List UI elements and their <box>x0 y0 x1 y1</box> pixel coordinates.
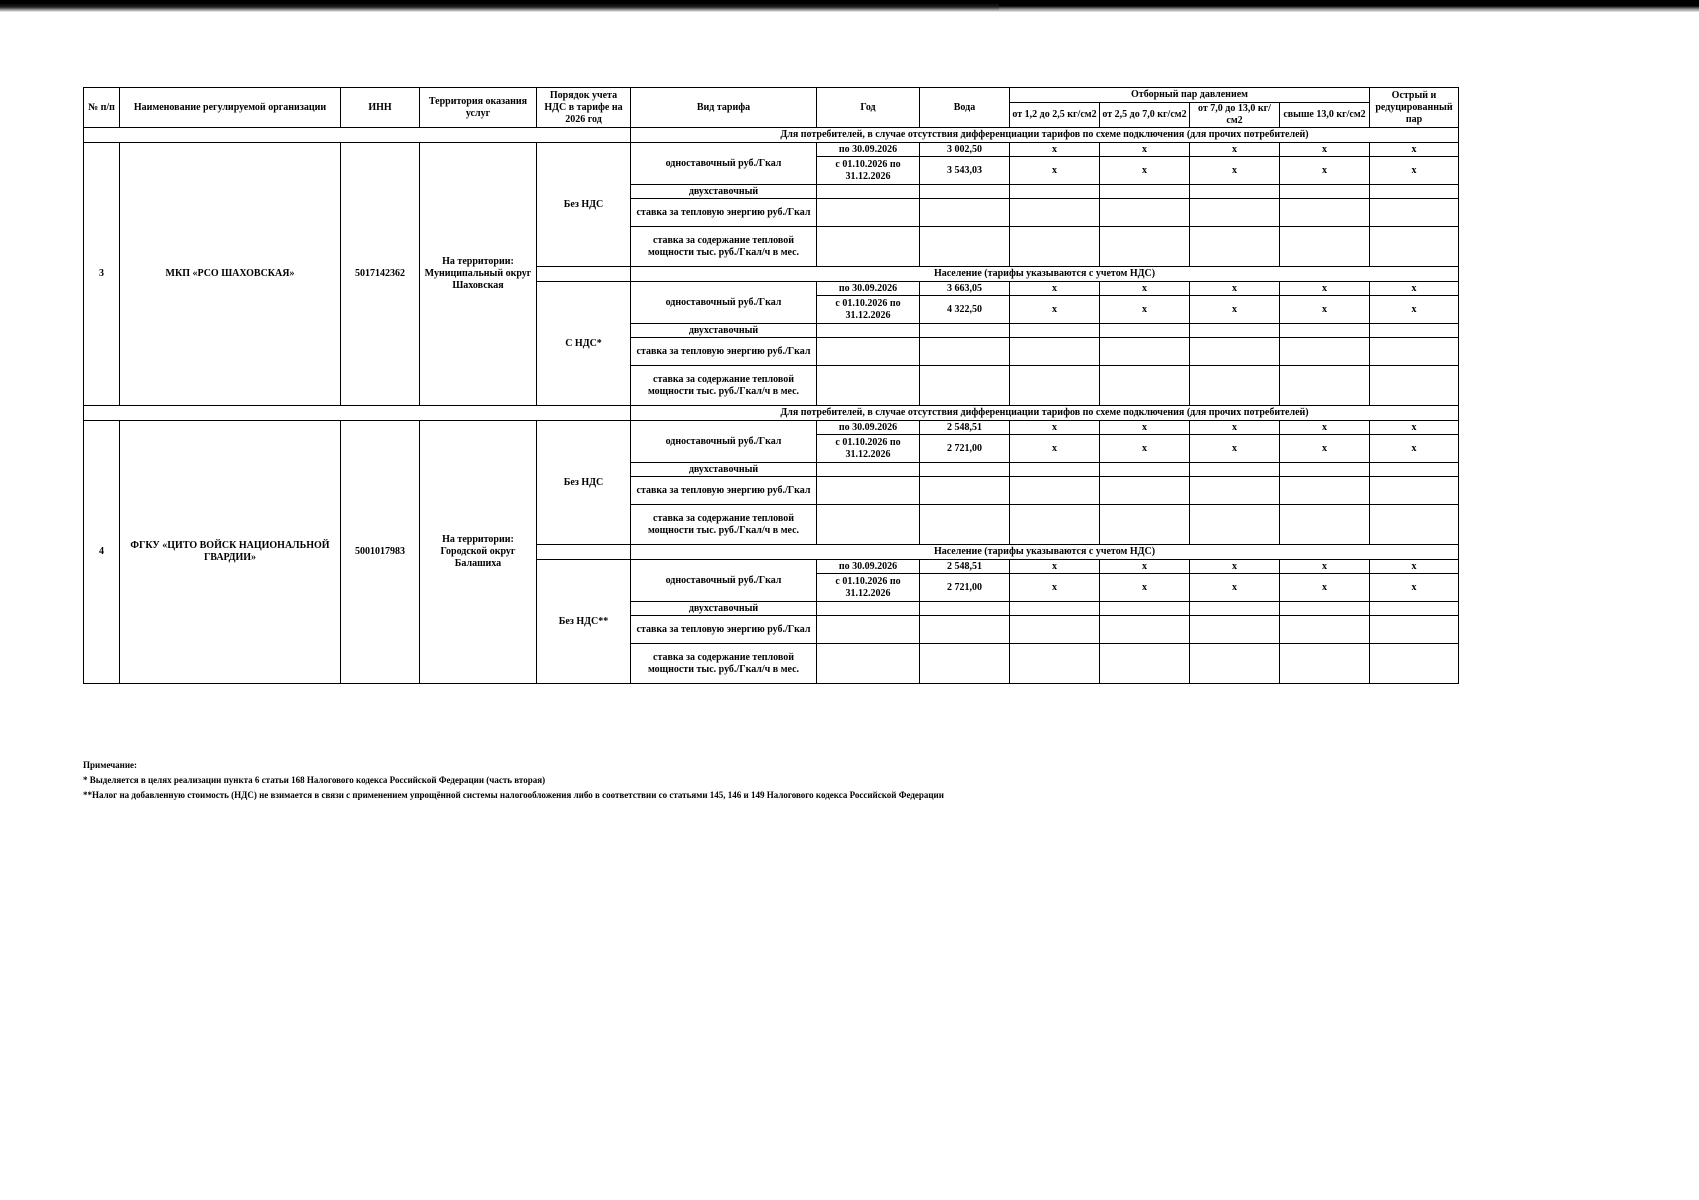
x-cell: х <box>1280 435 1370 463</box>
x-cell: х <box>1010 282 1100 296</box>
x-cell: х <box>1010 560 1100 574</box>
empty-cell <box>1010 324 1100 338</box>
empty-cell <box>817 199 920 227</box>
tariff-capacity-rate: ставка за содержание тепловой мощности тыс. руб./Гкал/ч в мес. <box>631 366 817 406</box>
header-year: Год <box>817 88 920 128</box>
empty-cell <box>1100 338 1190 366</box>
x-cell: х <box>1370 435 1459 463</box>
tariff-two-rate: двухставочный <box>631 185 817 199</box>
water-value: 2 721,00 <box>920 574 1010 602</box>
scan-edge-shadow-right <box>999 0 1699 10</box>
x-cell: х <box>1100 435 1190 463</box>
section-blank <box>84 128 631 143</box>
header-pressure-1: от 1,2 до 2,5 кг/см2 <box>1010 103 1100 128</box>
x-cell: х <box>1190 157 1280 185</box>
x-cell: х <box>1370 574 1459 602</box>
empty-cell <box>1010 227 1100 267</box>
empty-cell <box>817 463 920 477</box>
empty-cell <box>1370 644 1459 684</box>
period-cell: по 30.09.2026 <box>817 421 920 435</box>
x-cell: х <box>1280 157 1370 185</box>
x-cell: х <box>1010 143 1100 157</box>
empty-cell <box>1010 199 1100 227</box>
org-name: ФГКУ «ЦИТО ВОЙСК НАЦИОНАЛЬНОЙ ГВАРДИИ» <box>120 421 341 684</box>
org-number: 3 <box>84 143 120 406</box>
empty-cell <box>1280 602 1370 616</box>
empty-cell <box>1190 324 1280 338</box>
x-cell: х <box>1280 560 1370 574</box>
empty-cell <box>1100 463 1190 477</box>
empty-cell <box>1280 616 1370 644</box>
water-value: 3 002,50 <box>920 143 1010 157</box>
empty-cell <box>1100 616 1190 644</box>
empty-cell <box>1010 463 1100 477</box>
header-vat: Порядок учета НДС в тарифе на 2026 год <box>537 88 631 128</box>
empty-cell <box>1370 616 1459 644</box>
x-cell: х <box>1280 574 1370 602</box>
header-tariff-type: Вид тарифа <box>631 88 817 128</box>
tariff-capacity-rate: ставка за содержание тепловой мощности тыс. руб./Гкал/ч в мес. <box>631 644 817 684</box>
empty-cell <box>1280 505 1370 545</box>
tariff-two-rate: двухставочный <box>631 324 817 338</box>
org-inn: 5017142362 <box>341 143 420 406</box>
empty-cell <box>1280 366 1370 406</box>
vat-cell: Без НДС <box>537 421 631 545</box>
empty-cell <box>920 324 1010 338</box>
tariff-single-rate: одноставочный руб./Гкал <box>631 282 817 324</box>
empty-cell <box>1280 199 1370 227</box>
x-cell: х <box>1190 296 1280 324</box>
water-value: 3 663,05 <box>920 282 1010 296</box>
empty-cell <box>1100 227 1190 267</box>
empty-cell <box>1370 227 1459 267</box>
vat-cell: Без НДС <box>537 143 631 267</box>
header-sharp-steam: Острый и редуцированный пар <box>1370 88 1459 128</box>
empty-cell <box>1190 602 1280 616</box>
header-pressure-3: от 7,0 до 13,0 кг/см2 <box>1190 103 1280 128</box>
empty-cell <box>817 324 920 338</box>
empty-cell <box>1100 644 1190 684</box>
tariff-capacity-rate: ставка за содержание тепловой мощности тыс. руб./Гкал/ч в мес. <box>631 505 817 545</box>
empty-cell <box>1100 185 1190 199</box>
x-cell: х <box>1100 296 1190 324</box>
vat-cell: С НДС* <box>537 282 631 406</box>
tariff-energy-rate: ставка за тепловую энергию руб./Гкал <box>631 616 817 644</box>
empty-cell <box>817 644 920 684</box>
x-cell: х <box>1010 157 1100 185</box>
water-value: 2 548,51 <box>920 421 1010 435</box>
empty-cell <box>920 644 1010 684</box>
empty-cell <box>1280 477 1370 505</box>
x-cell: х <box>1280 143 1370 157</box>
tariff-energy-rate: ставка за тепловую энергию руб./Гкал <box>631 338 817 366</box>
empty-cell <box>1190 338 1280 366</box>
section-population: Население (тарифы указываются с учетом НДС) <box>631 545 1459 560</box>
note-1: * Выделяется в целях реализации пункта 6 статьи 168 Налогового кодекса Российской Федерации (часть вторая) <box>83 775 546 785</box>
tariff-table <box>83 87 1459 684</box>
x-cell: х <box>1190 282 1280 296</box>
empty-cell <box>1100 505 1190 545</box>
empty-cell <box>920 227 1010 267</box>
x-cell: х <box>1370 560 1459 574</box>
x-cell: х <box>1370 421 1459 435</box>
x-cell: х <box>1280 296 1370 324</box>
empty-cell <box>1100 602 1190 616</box>
header-pressure-4: свыше 13,0 кг/см2 <box>1280 103 1370 128</box>
header-territory: Территория оказания услуг <box>420 88 537 128</box>
org-name: МКП «РСО ШАХОВСКАЯ» <box>120 143 341 406</box>
empty-cell <box>1280 185 1370 199</box>
tariff-two-rate: двухставочный <box>631 463 817 477</box>
tariff-single-rate: одноставочный руб./Гкал <box>631 560 817 602</box>
org-inn: 5001017983 <box>341 421 420 684</box>
x-cell: х <box>1280 282 1370 296</box>
empty-cell <box>1010 616 1100 644</box>
section-other-consumers: Для потребителей, в случае отсутствия дифференциации тарифов по схеме подключения (для прочих потребителей) <box>631 406 1459 421</box>
empty-cell <box>1010 644 1100 684</box>
header-inn: ИНН <box>341 88 420 128</box>
tariff-capacity-rate: ставка за содержание тепловой мощности тыс. руб./Гкал/ч в мес. <box>631 227 817 267</box>
empty-cell <box>920 338 1010 366</box>
empty-cell <box>1100 477 1190 505</box>
header-org: Наименование регулируемой организации <box>120 88 341 128</box>
x-cell: х <box>1190 560 1280 574</box>
vat-cell: Без НДС** <box>537 560 631 684</box>
empty-cell <box>817 616 920 644</box>
empty-cell <box>920 505 1010 545</box>
empty-cell <box>817 477 920 505</box>
empty-cell <box>920 199 1010 227</box>
x-cell: х <box>1370 282 1459 296</box>
empty-cell <box>1190 477 1280 505</box>
section-other-consumers: Для потребителей, в случае отсутствия дифференциации тарифов по схеме подключения (для прочих потребителей) <box>631 128 1459 143</box>
notes-title: Примечание: <box>83 760 138 770</box>
empty-cell <box>1010 366 1100 406</box>
empty-cell <box>1370 602 1459 616</box>
empty-cell <box>1370 505 1459 545</box>
x-cell: х <box>1370 143 1459 157</box>
x-cell: х <box>1100 574 1190 602</box>
water-value: 3 543,03 <box>920 157 1010 185</box>
header-num: № п/п <box>84 88 120 128</box>
empty-cell <box>920 463 1010 477</box>
empty-cell <box>1190 644 1280 684</box>
empty-cell <box>1280 463 1370 477</box>
empty-cell <box>817 338 920 366</box>
empty-cell <box>1100 366 1190 406</box>
header-steam-group: Отборный пар давлением <box>1010 88 1370 103</box>
tariff-energy-rate: ставка за тепловую энергию руб./Гкал <box>631 477 817 505</box>
section-blank <box>84 406 631 421</box>
empty-cell <box>1370 185 1459 199</box>
section-population: Население (тарифы указываются с учетом НДС) <box>631 267 1459 282</box>
x-cell: х <box>1100 143 1190 157</box>
tariff-single-rate: одноставочный руб./Гкал <box>631 143 817 185</box>
empty-cell <box>1190 505 1280 545</box>
table-body <box>84 128 1459 684</box>
note-2: **Налог на добавленную стоимость (НДС) не взимается в связи с применением упрощённой системы налогообложения либо в соответствии со статьями 145, 146 и 149 Налогового кодекса Российской Федерации <box>83 790 944 800</box>
empty-cell <box>1010 505 1100 545</box>
notes-block <box>83 758 944 803</box>
empty-cell <box>1280 644 1370 684</box>
header-water: Вода <box>920 88 1010 128</box>
x-cell: х <box>1100 560 1190 574</box>
tariff-single-rate: одноставочный руб./Гкал <box>631 421 817 463</box>
x-cell: х <box>1010 421 1100 435</box>
empty-cell <box>1190 463 1280 477</box>
empty-cell <box>920 616 1010 644</box>
empty-cell <box>1370 199 1459 227</box>
org-number: 4 <box>84 421 120 684</box>
empty-cell <box>1280 227 1370 267</box>
x-cell: х <box>1010 435 1100 463</box>
header-pressure-2: от 2,5 до 7,0 кг/см2 <box>1100 103 1190 128</box>
empty-cell <box>1190 227 1280 267</box>
empty-cell <box>817 185 920 199</box>
empty-cell <box>1100 324 1190 338</box>
empty-cell <box>920 366 1010 406</box>
period-cell: по 30.09.2026 <box>817 282 920 296</box>
empty-cell <box>1370 463 1459 477</box>
x-cell: х <box>1010 574 1100 602</box>
empty-cell <box>1010 338 1100 366</box>
empty-cell <box>1370 338 1459 366</box>
section-blank <box>537 545 631 560</box>
empty-cell <box>1010 602 1100 616</box>
empty-cell <box>1010 477 1100 505</box>
empty-cell <box>1100 199 1190 227</box>
empty-cell <box>1370 477 1459 505</box>
tariff-two-rate: двухставочный <box>631 602 817 616</box>
period-cell: по 30.09.2026 <box>817 560 920 574</box>
x-cell: х <box>1190 435 1280 463</box>
x-cell: х <box>1190 143 1280 157</box>
empty-cell <box>1370 324 1459 338</box>
empty-cell <box>1280 324 1370 338</box>
empty-cell <box>1280 338 1370 366</box>
x-cell: х <box>1100 157 1190 185</box>
period-cell: с 01.10.2026 по 31.12.2026 <box>817 296 920 324</box>
empty-cell <box>817 227 920 267</box>
empty-cell <box>920 477 1010 505</box>
period-cell: с 01.10.2026 по 31.12.2026 <box>817 435 920 463</box>
empty-cell <box>1190 199 1280 227</box>
empty-cell <box>1190 366 1280 406</box>
x-cell: х <box>1190 421 1280 435</box>
empty-cell <box>817 602 920 616</box>
x-cell: х <box>1010 296 1100 324</box>
empty-cell <box>1370 366 1459 406</box>
water-value: 4 322,50 <box>920 296 1010 324</box>
tariff-energy-rate: ставка за тепловую энергию руб./Гкал <box>631 199 817 227</box>
org-territory: На территории: Муниципальный округ Шаховская <box>420 143 537 406</box>
water-value: 2 548,51 <box>920 560 1010 574</box>
x-cell: х <box>1190 574 1280 602</box>
empty-cell <box>817 366 920 406</box>
period-cell: с 01.10.2026 по 31.12.2026 <box>817 574 920 602</box>
x-cell: х <box>1370 296 1459 324</box>
period-cell: по 30.09.2026 <box>817 143 920 157</box>
x-cell: х <box>1280 421 1370 435</box>
empty-cell <box>1010 185 1100 199</box>
org-territory: На территории: Городской округ Балашиха <box>420 421 537 684</box>
empty-cell <box>1190 185 1280 199</box>
x-cell: х <box>1100 282 1190 296</box>
empty-cell <box>817 505 920 545</box>
water-value: 2 721,00 <box>920 435 1010 463</box>
empty-cell <box>920 185 1010 199</box>
x-cell: х <box>1100 421 1190 435</box>
empty-cell <box>920 602 1010 616</box>
empty-cell <box>1190 616 1280 644</box>
x-cell: х <box>1370 157 1459 185</box>
period-cell: с 01.10.2026 по 31.12.2026 <box>817 157 920 185</box>
section-blank <box>537 267 631 282</box>
